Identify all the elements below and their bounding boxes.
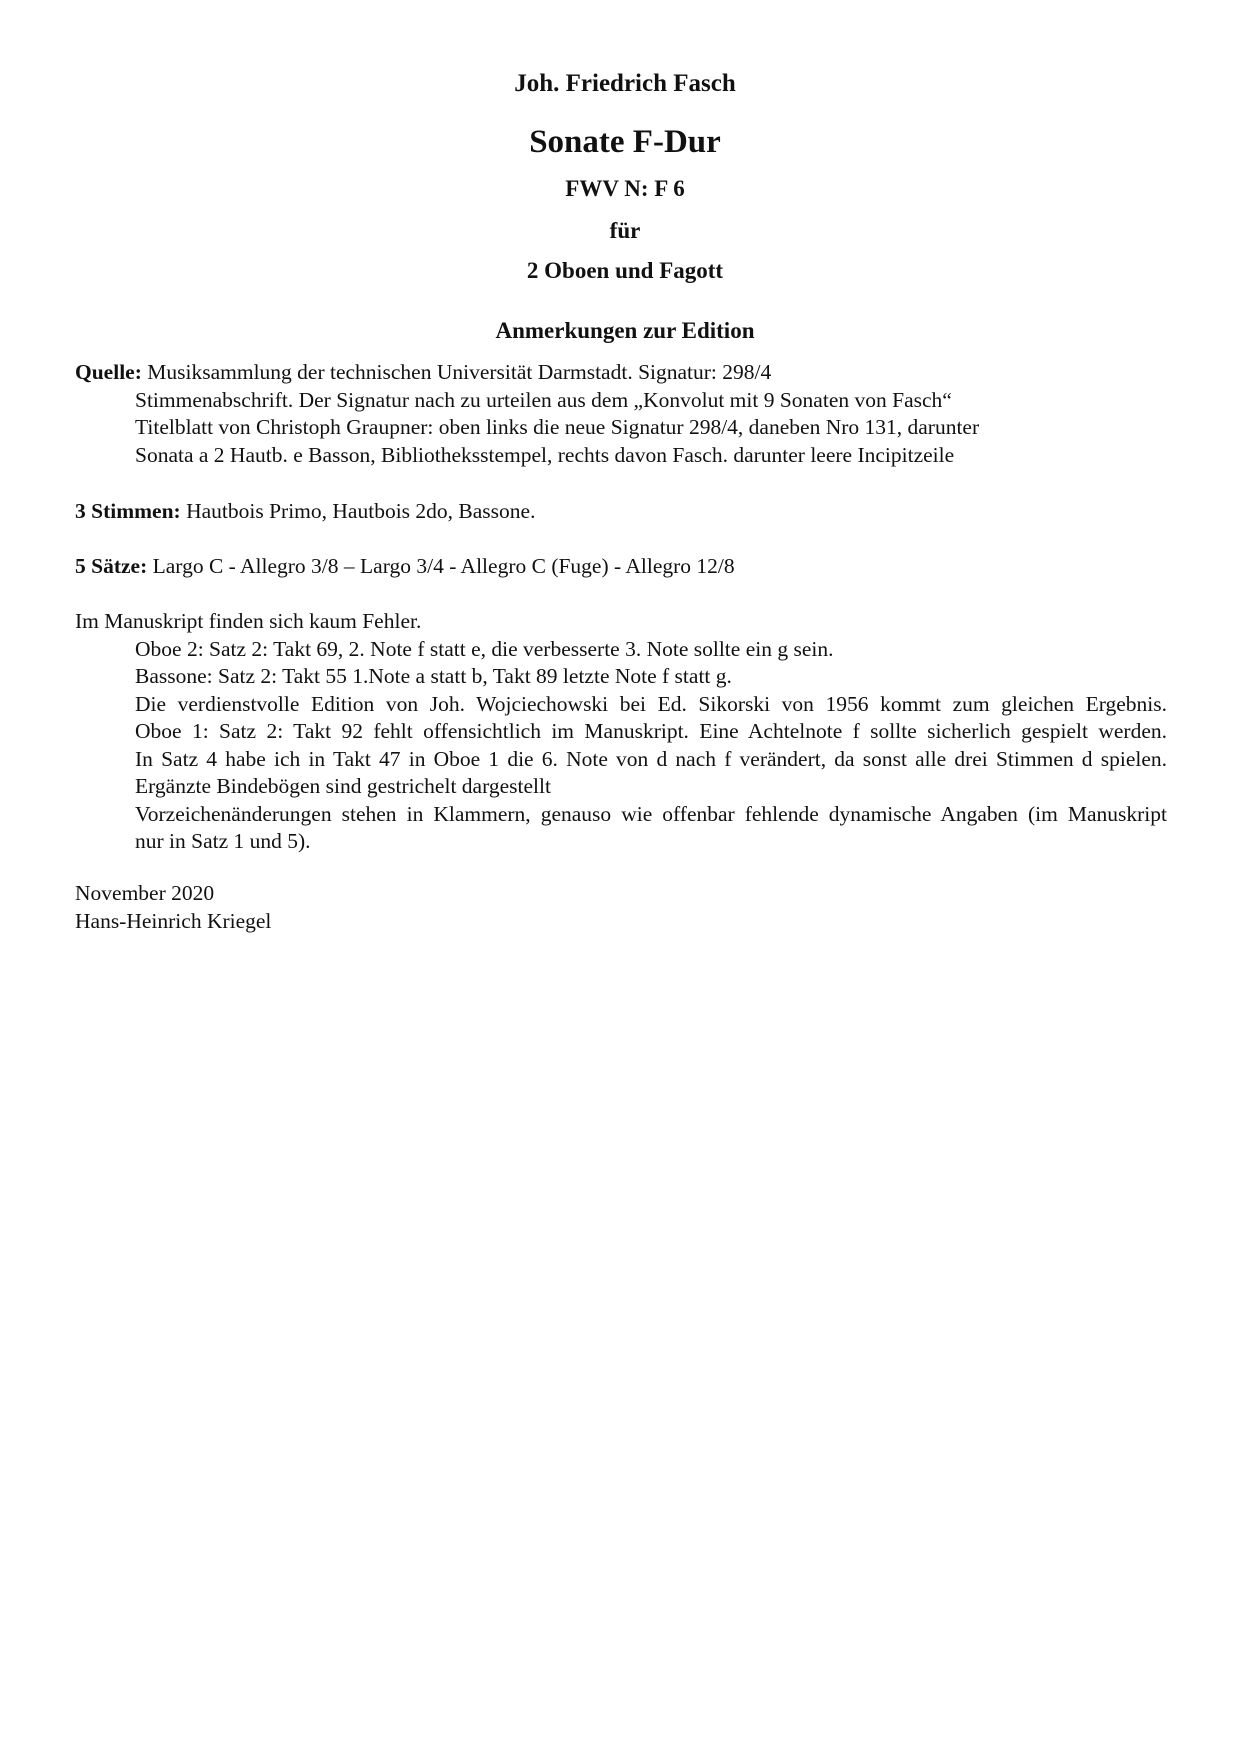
- note-item: Oboe 2: Satz 2: Takt 69, 2. Note f statt e, die verbesserte 3. Note sollte ein g sein.: [135, 636, 834, 661]
- source-line: Sonata a 2 Hautb. e Basson, Bibliotheksstempel, rechts davon Fasch. darunter leere Incipitzeile: [135, 442, 955, 467]
- movements-section: [75, 553, 1167, 581]
- instrumentation: 2 Oboen und Fagott: [526, 258, 724, 283]
- source-line: Titelblatt von Christoph Graupner: oben links die neue Signatur 298/4, daneben Nro 131, darunter: [135, 415, 980, 439]
- section-heading: Anmerkungen zur Edition: [495, 318, 755, 343]
- source-text: Musiksammlung der technischen Universität Darmstadt. Signatur: 298/4: [141, 360, 772, 384]
- movements-text: Largo C - Allegro 3/8 – Largo 3/4 - Allegro C (Fuge) - Allegro 12/8: [147, 554, 735, 578]
- author: Hans-Heinrich Kriegel: [75, 908, 272, 933]
- movements-label: 5 Sätze:: [75, 554, 148, 578]
- for-label: für: [609, 218, 641, 243]
- source-label: Quelle:: [75, 360, 142, 384]
- note-item: Bassone: Satz 2: Takt 55 1.Note a statt b, Takt 89 letzte Note f statt g.: [135, 664, 732, 688]
- closing-section: [75, 880, 1167, 935]
- note-item: Oboe 1: Satz 2: Takt 92 fehlt offensichtlich im Manuskript. Eine Achtelnote f sollte sicherlich gespielt werden.: [135, 719, 1167, 743]
- work-title: Sonate F-Dur: [529, 124, 721, 160]
- note-item-continuation: nur in Satz 1 und 5).: [135, 829, 311, 853]
- composer-name: Joh. Friedrich Fasch: [514, 70, 736, 97]
- source-section: [75, 359, 1167, 469]
- parts-label: 3 Stimmen:: [75, 499, 181, 523]
- note-item: Die verdienstvolle Edition von Joh. Wojciechowski bei Ed. Sikorski von 1956 kommt zum gleichen Ergebnis.: [135, 691, 1167, 716]
- notes-intro: Im Manuskript finden sich kaum Fehler.: [75, 609, 422, 633]
- parts-text: Hautbois Primo, Hautbois 2do, Bassone.: [180, 499, 536, 523]
- source-line: Stimmenabschrift. Der Signatur nach zu urteilen aus dem „Konvolut mit 9 Sonaten von Fasch“: [135, 387, 952, 412]
- notes-section: [75, 608, 1167, 856]
- date: November 2020: [75, 881, 215, 905]
- note-item: Vorzeichenänderungen stehen in Klammern, genauso wie offenbar fehlende dynamische Angaben (im Manuskript: [135, 801, 1167, 826]
- note-item: Ergänzte Bindebögen sind gestrichelt dargestellt: [135, 774, 551, 798]
- note-item: In Satz 4 habe ich in Takt 47 in Oboe 1 die 6. Note von d nach f verändert, da sonst alle drei Stimmen d spielen.: [135, 746, 1167, 771]
- source-first-line: [75, 359, 1167, 387]
- parts-section: [75, 498, 1167, 526]
- catalog-number: FWV N: F 6: [565, 176, 685, 201]
